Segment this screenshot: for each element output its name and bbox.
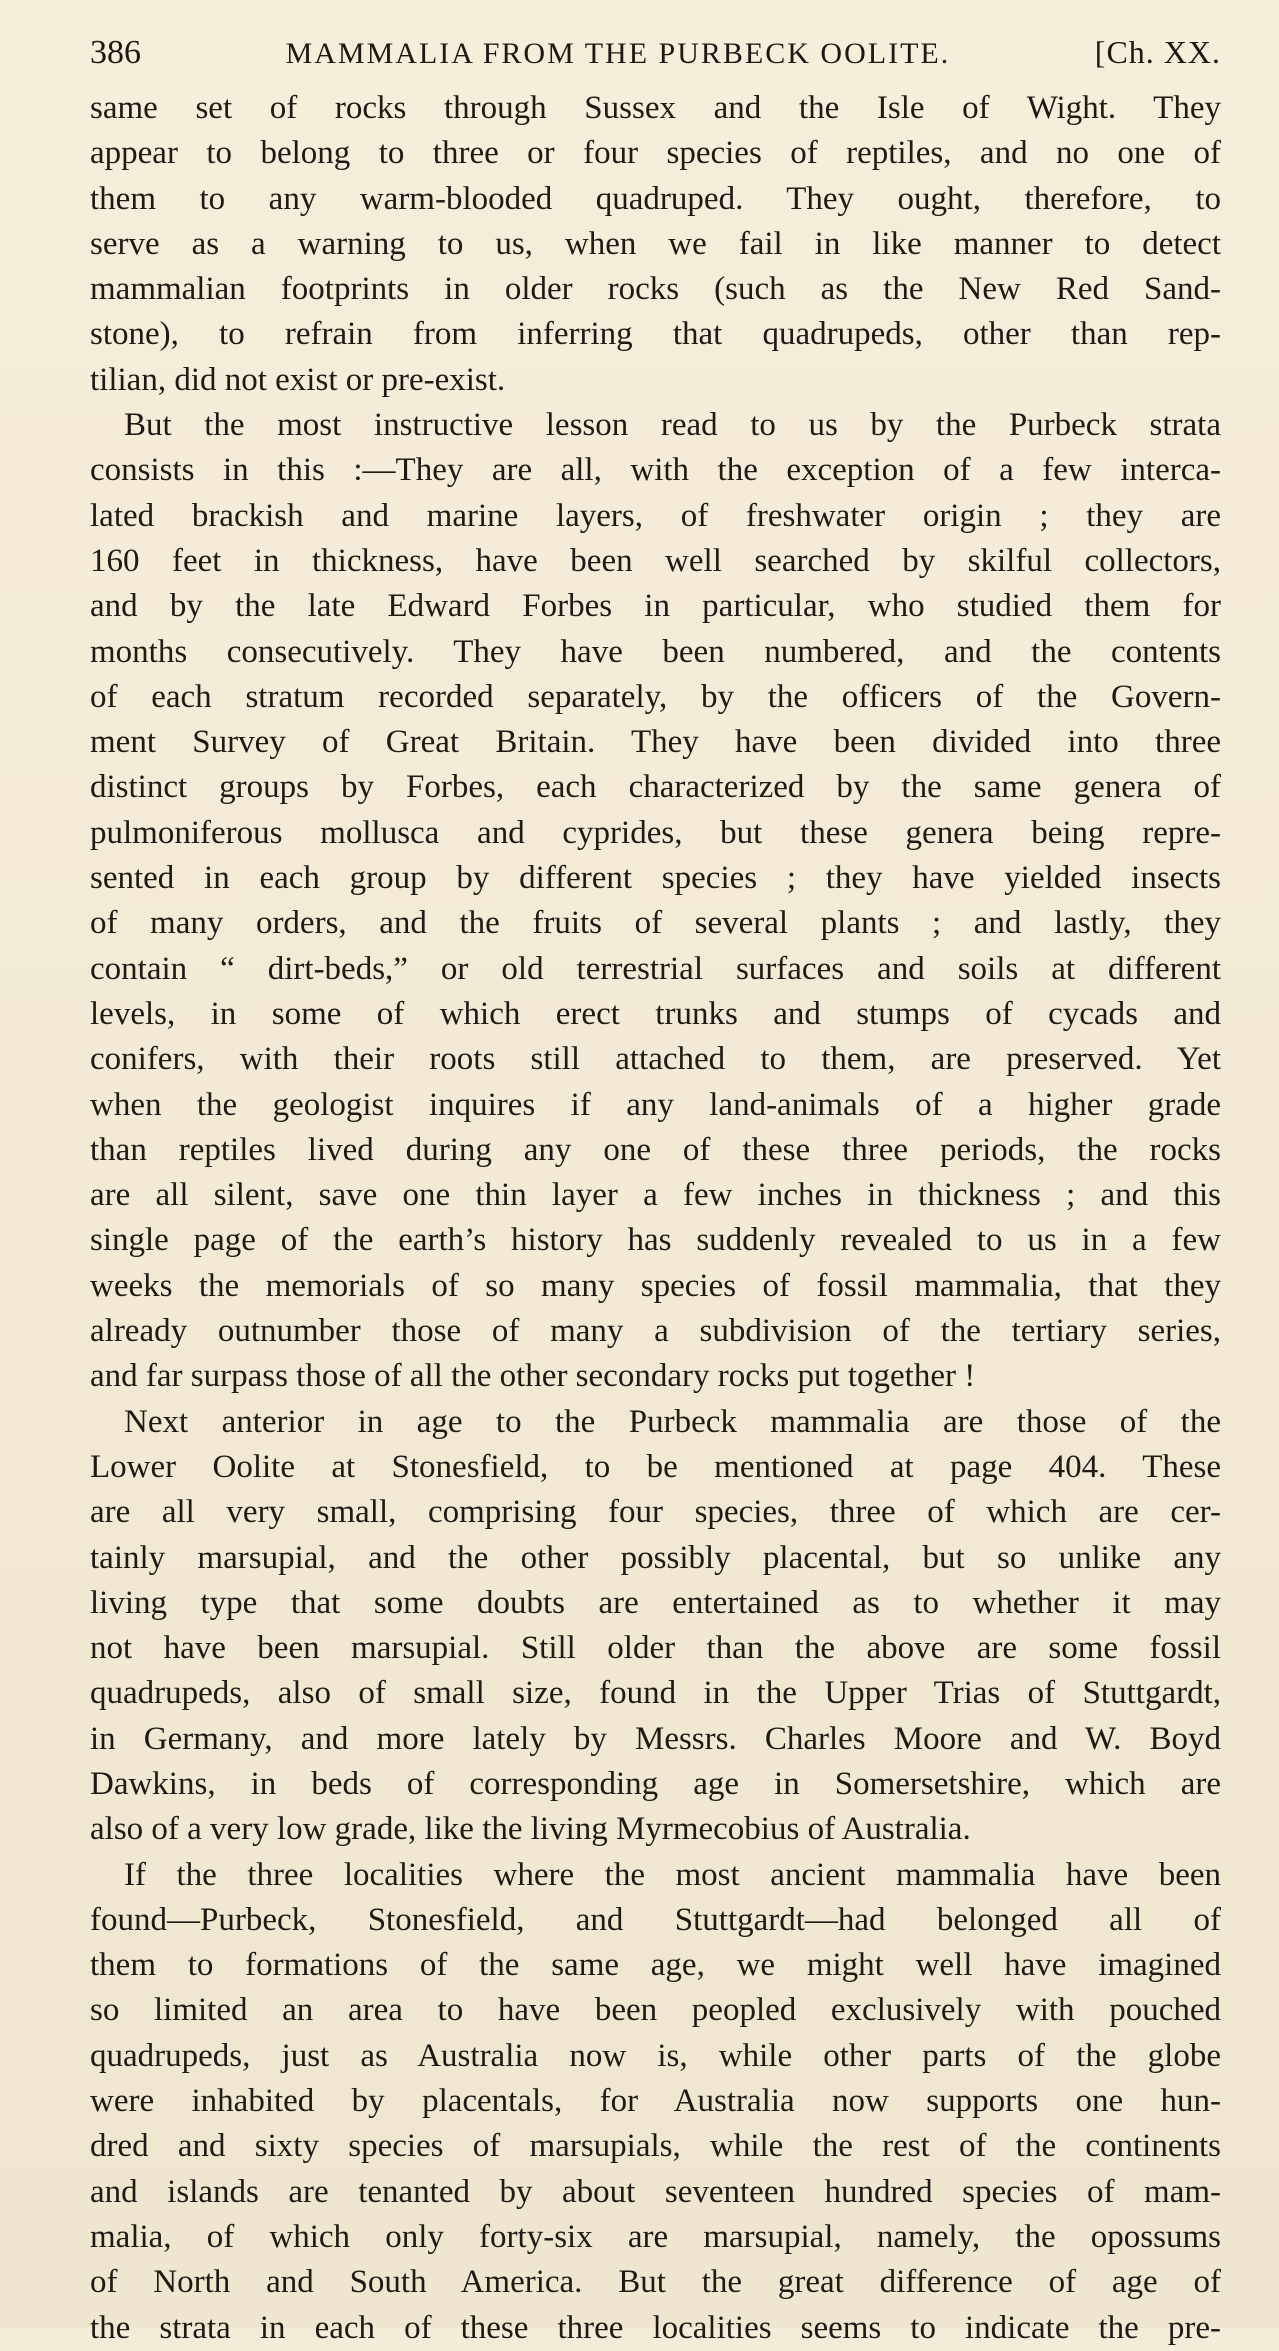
text-line: of many orders, and the fruits of several plants ; and lastly, they: [90, 905, 1221, 942]
text-line: were inhabited by placentals, for Australia now supports one hun-: [90, 2083, 1221, 2120]
text-line: tilian, did not exist or pre-exist.: [90, 361, 506, 398]
chapter-reference: [Ch. XX.: [1094, 34, 1221, 70]
text-line: and islands are tenanted by about seventeen hundred species of mam-: [90, 2173, 1221, 2210]
text-line: weeks the memorials of so many species of fossil mammalia, that they: [90, 1267, 1221, 1304]
text-line: them to formations of the same age, we might well have imagined: [90, 1947, 1221, 1984]
text-line: of each stratum recorded separately, by the officers of the Govern-: [90, 678, 1221, 715]
text-line: tainly marsupial, and the other possibly placental, but so unlike any: [90, 1539, 1221, 1576]
text-line: the strata in each of these three localities seems to indicate the pre-: [90, 2309, 1221, 2346]
text-line: sented in each group by different species ; they have yielded insects: [90, 860, 1221, 897]
text-line: not have been marsupial. Still older than the above are some fossil: [90, 1630, 1221, 1667]
page-number: 386: [90, 34, 141, 71]
text-line: ment Survey of Great Britain. They have been divided into three: [90, 724, 1221, 761]
text-line: are all silent, save one thin layer a few inches in thickness ; and this: [90, 1177, 1221, 1214]
body-text: [90, 86, 1221, 2351]
text-line: same set of rocks through Sussex and the Isle of Wight. They: [90, 90, 1221, 126]
text-line: serve as a warning to us, when we fail in like manner to detect: [90, 225, 1221, 262]
text-line: dred and sixty species of marsupials, while the rest of the continents: [90, 2128, 1221, 2165]
text-line: Lower Oolite at Stonesfield, to be mentioned at page 404. These: [90, 1448, 1221, 1485]
text-line: consists in this :—They are all, with the exception of a few interca-: [90, 452, 1221, 489]
text-line: also of a very low grade, like the living Myrmecobius of Australia.: [90, 1811, 971, 1848]
text-line: are all very small, comprising four species, three of which are cer-: [90, 1494, 1221, 1531]
text-line: living type that some doubts are entertained as to whether it may: [90, 1584, 1221, 1621]
text-line: months consecutively. They have been numbered, and the contents: [90, 633, 1221, 670]
text-line: Dawkins, in beds of corresponding age in Somersetshire, which are: [90, 1765, 1221, 1802]
text-line: levels, in some of which erect trunks and stumps of cycads and: [90, 995, 1221, 1032]
text-line: pulmoniferous mollusca and cyprides, but these genera being repre-: [90, 814, 1221, 851]
text-line: already outnumber those of many a subdivision of the tertiary series,: [90, 1313, 1221, 1350]
text-line: single page of the earth’s history has suddenly revealed to us in a few: [90, 1222, 1221, 1259]
running-title: MAMMALIA FROM THE PURBECK OOLITE.: [285, 37, 951, 70]
text-line: them to any warm-blooded quadruped. They ought, therefore, to: [90, 180, 1221, 217]
text-line: quadrupeds, also of small size, found in the Upper Trias of Stuttgardt,: [90, 1675, 1221, 1712]
text-line: when the geologist inquires if any land-animals of a higher grade: [90, 1086, 1221, 1123]
text-line: and far surpass those of all the other secondary rocks put together !: [90, 1358, 976, 1395]
text-line: appear to belong to three or four species of reptiles, and no one of: [90, 135, 1221, 172]
text-line: But the most instructive lesson read to us by the Purbeck strata: [124, 407, 1221, 444]
text-line: quadrupeds, just as Australia now is, while other parts of the globe: [90, 2037, 1221, 2074]
text-line: found—Purbeck, Stonesfield, and Stuttgardt—had belonged all of: [90, 1901, 1221, 1938]
text-line: than reptiles lived during any one of these three periods, the rocks: [90, 1131, 1221, 1168]
running-header: [90, 24, 1221, 82]
text-line: 160 feet in thickness, have been well searched by skilful collectors,: [90, 542, 1221, 579]
text-line: distinct groups by Forbes, each characterized by the same genera of: [90, 769, 1221, 806]
text-line: and by the late Edward Forbes in particular, who studied them for: [90, 588, 1221, 625]
text-line: If the three localities where the most ancient mammalia have been: [124, 1856, 1221, 1893]
text-line: conifers, with their roots still attached to them, are preserved. Yet: [90, 1041, 1221, 1078]
text-line: malia, of which only forty-six are marsupial, namely, the opossums: [90, 2218, 1221, 2255]
text-line: lated brackish and marine layers, of freshwater origin ; they are: [90, 497, 1221, 534]
text-line: Next anterior in age to the Purbeck mammalia are those of the: [124, 1403, 1221, 1440]
text-line: mammalian footprints in older rocks (such as the New Red Sand-: [90, 271, 1221, 308]
text-line: of North and South America. But the great difference of age of: [90, 2264, 1221, 2301]
text-line: so limited an area to have been peopled exclusively with pouched: [90, 1992, 1221, 2029]
text-line: in Germany, and more lately by Messrs. Charles Moore and W. Boyd: [90, 1720, 1221, 1757]
text-line: contain “ dirt-beds,” or old terrestrial surfaces and soils at different: [90, 950, 1221, 987]
text-line: stone), to refrain from inferring that quadrupeds, other than rep-: [90, 316, 1221, 353]
